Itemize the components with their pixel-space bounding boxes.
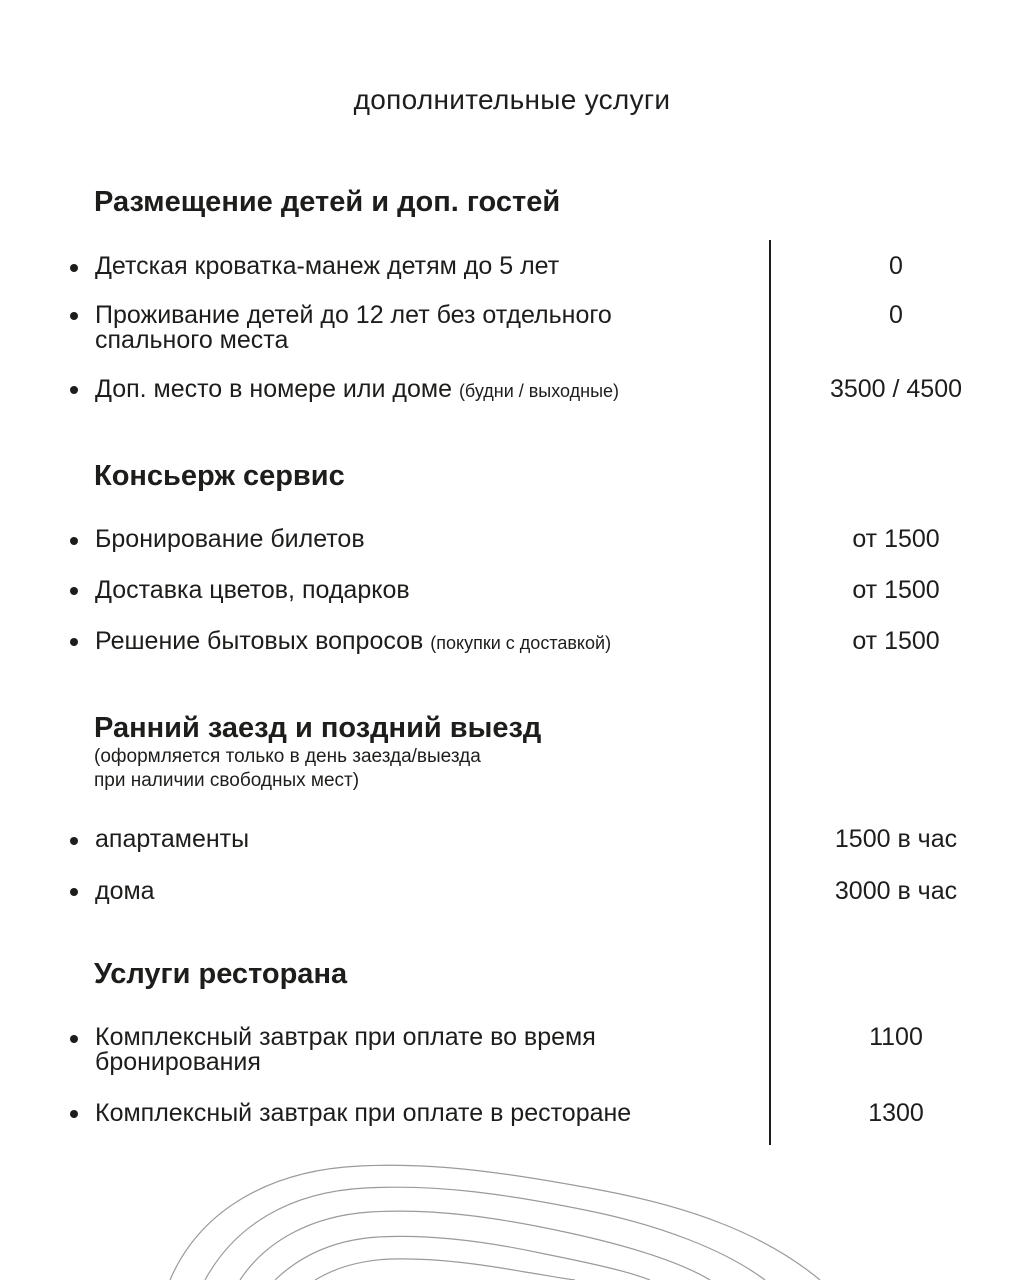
service-price: 0 [889,252,903,280]
service-label: Комплексный завтрак при оплате во время бронирования [95,1023,596,1076]
bullet-icon [70,537,78,545]
service-label: Детская кроватка-манеж детям до 5 лет [95,252,560,280]
bullet-icon [70,888,78,896]
service-price: 3000 в час [834,877,958,905]
service-price: 1100 [869,1023,923,1051]
bullet-icon [70,386,78,394]
contour-lines-decoration [0,1150,1024,1280]
service-label-text: Решение бытовых вопросов [95,627,424,655]
bullet-icon [70,264,78,272]
column-divider [769,240,771,1145]
section-title-restaurant: Услуги ресторана [94,958,348,990]
service-label [95,377,755,404]
service-note: (будни / выходные) [458,381,620,401]
section-note: при наличии свободных мест) [94,770,360,791]
service-price: 1500 в час [834,825,958,853]
bullet-icon [70,638,78,646]
service-label: дома [95,877,155,905]
section-title-concierge: Консьерж сервис [94,460,345,492]
bullet-icon [70,1035,78,1043]
service-price: 1300 [868,1099,924,1127]
bullet-icon [70,837,78,845]
service-label: Комплексный завтрак при оплате в ресторане [95,1099,632,1127]
service-note: (покупки с доставкой) [430,633,612,653]
service-label [95,629,755,656]
page-title: дополнительные услуги [353,84,671,115]
service-price: 3500 / 4500 [829,375,963,403]
service-price: от 1500 [852,576,940,604]
service-price: от 1500 [852,627,940,655]
service-price: от 1500 [852,525,940,553]
bullet-icon [70,1110,78,1118]
section-title-early-late: Ранний заезд и поздний выезд [94,712,542,744]
service-price: 0 [889,301,903,329]
section-note: (оформляется только в день заезда/выезда [94,746,481,767]
service-label: Бронирование билетов [95,525,365,553]
section-title-children-guests: Размещение детей и доп. гостей [94,186,561,218]
bullet-icon [70,312,78,320]
service-label-text: Доп. место в номере или доме [95,375,452,403]
bullet-icon [70,587,78,595]
service-label: Проживание детей до 12 лет без отдельного спального места [95,301,612,354]
service-label: Доставка цветов, подарков [95,576,410,604]
service-label: апартаменты [95,825,250,853]
